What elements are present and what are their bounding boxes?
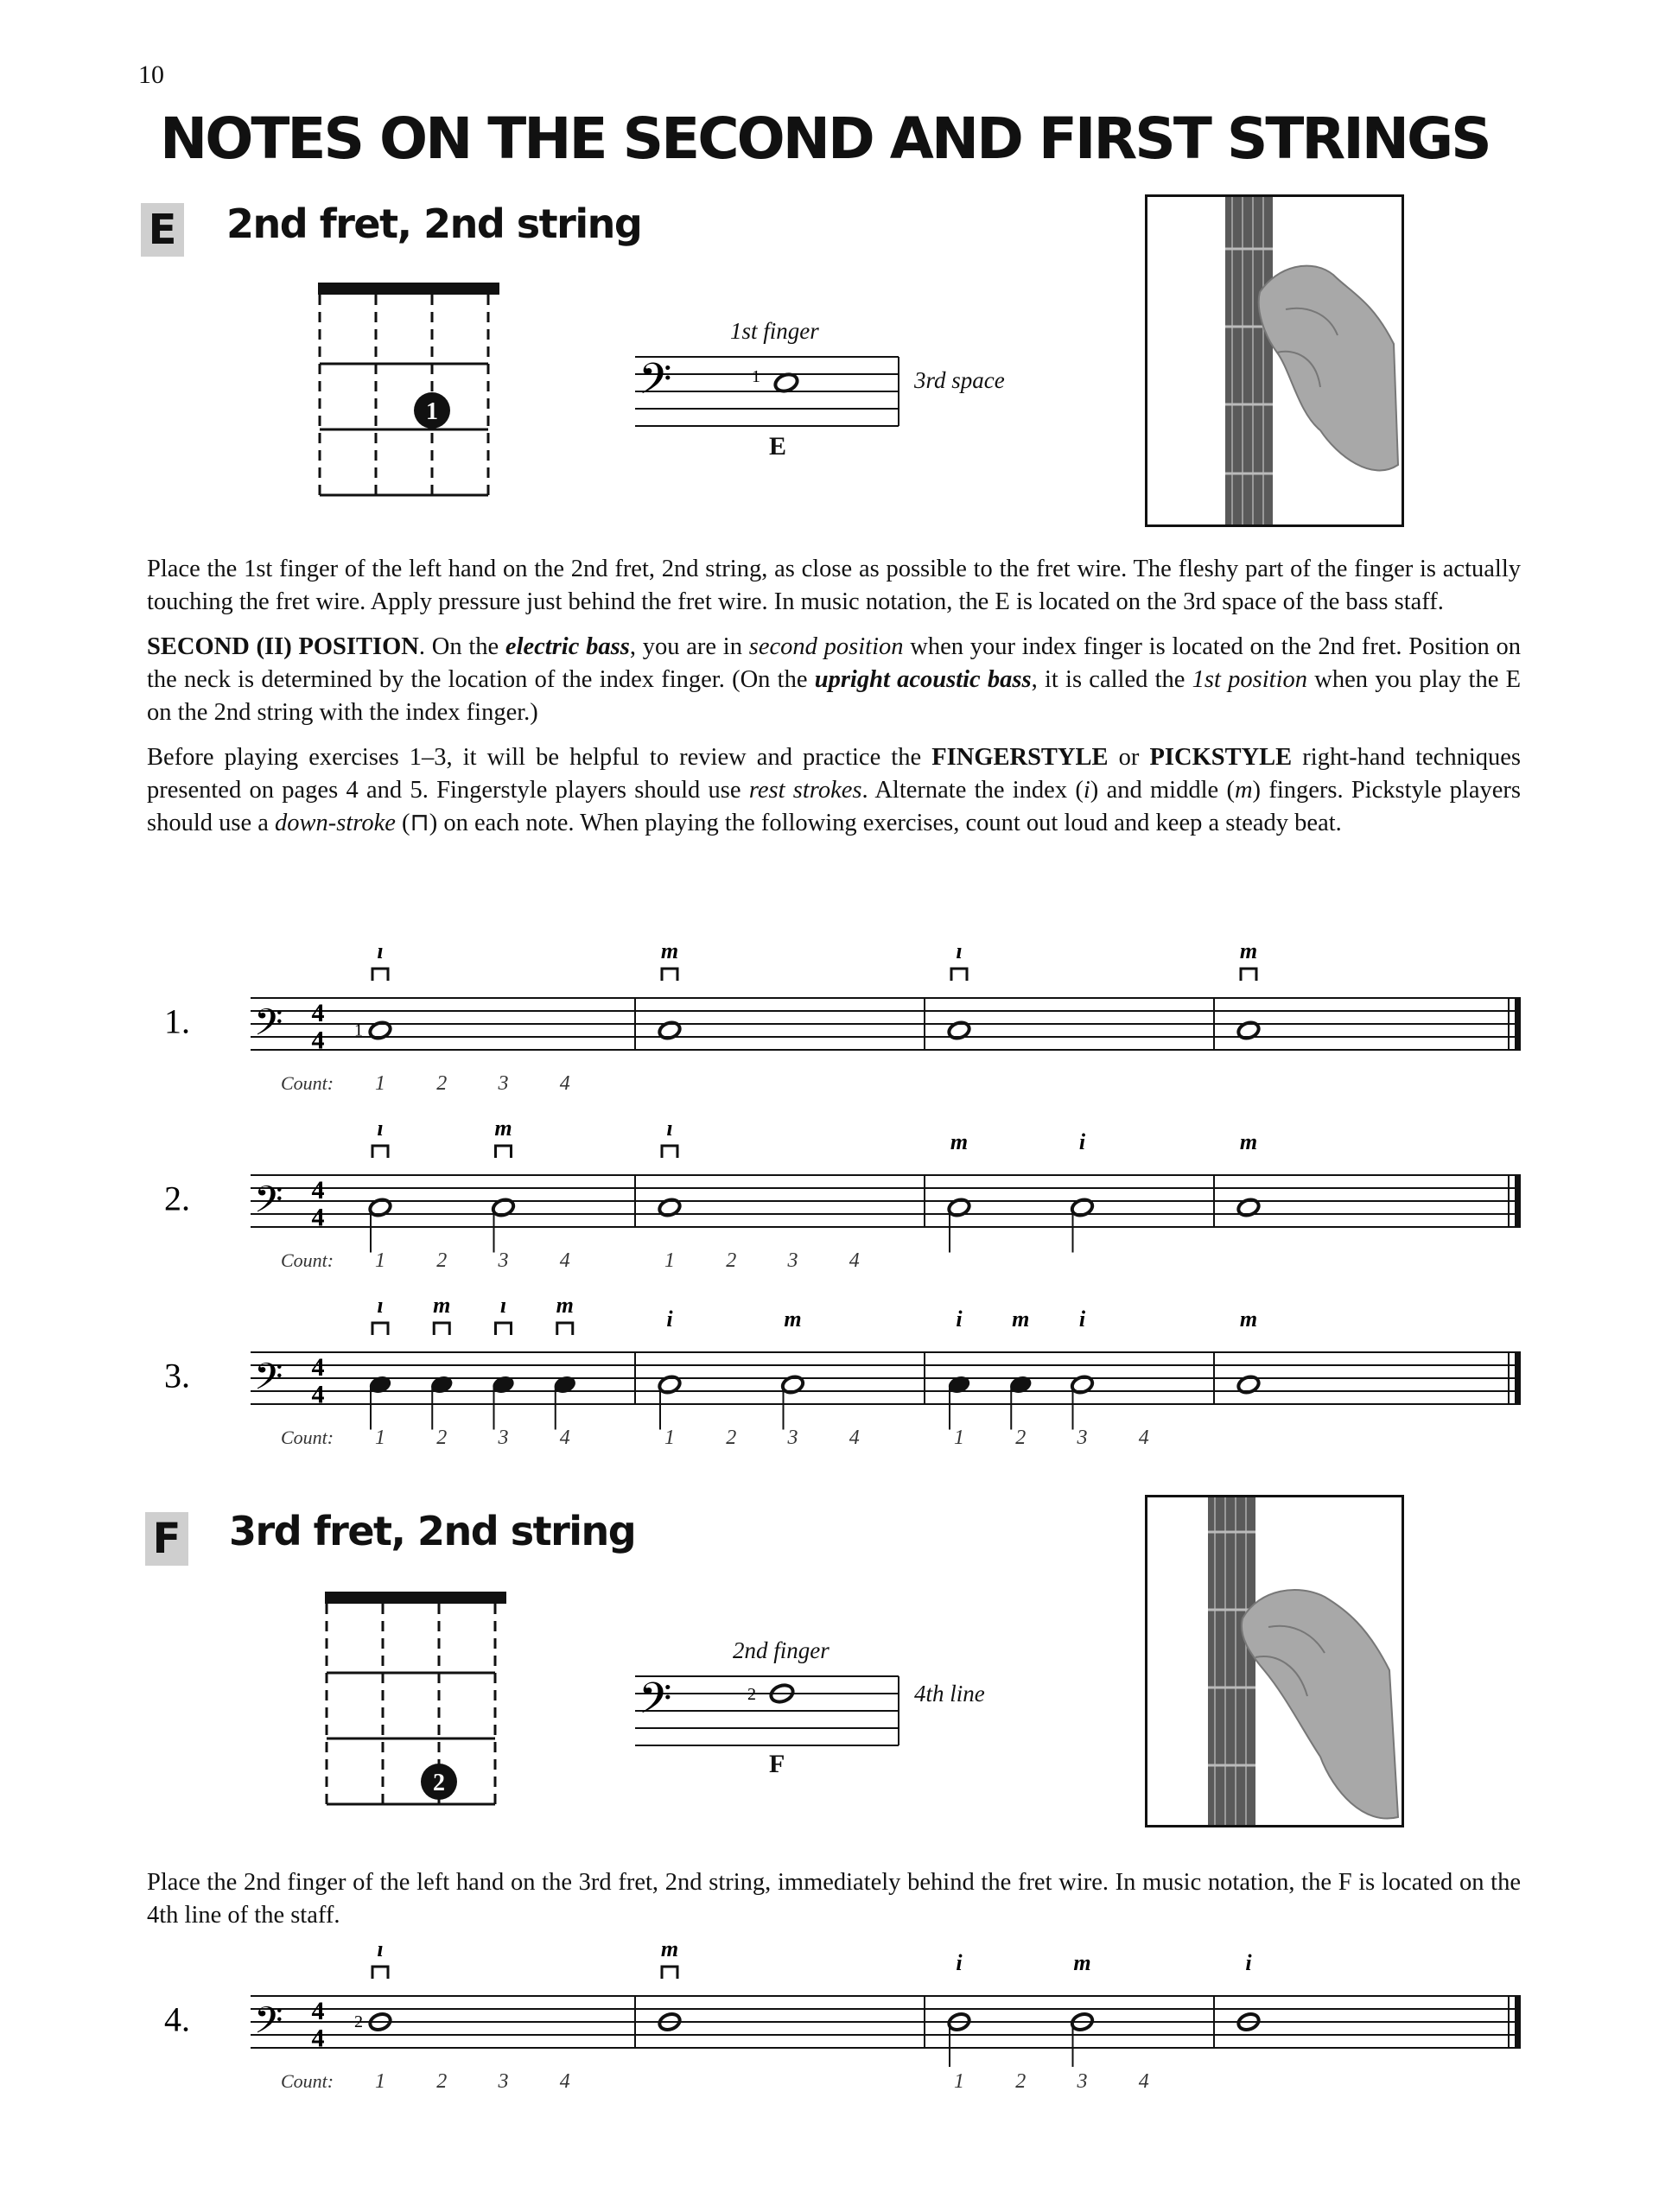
finger-number: 2 (433, 1770, 445, 1796)
count-number: 4 (1138, 2070, 1149, 2091)
bass-clef-icon: 𝄢 (254, 1180, 283, 1230)
finger-label: m (1073, 1950, 1091, 1975)
bass-clef-icon: 𝄢 (254, 2001, 283, 2050)
count-label: Count: (281, 2070, 334, 2091)
exercise-staff-2 (147, 1123, 1529, 1270)
count-number: 3 (787, 1427, 798, 1447)
count-number: 3 (787, 1249, 798, 1270)
finger-label: i (1078, 1306, 1086, 1332)
downstroke-icon: ⊓ (410, 810, 429, 836)
hand-on-fretboard-photo (1145, 1495, 1404, 1827)
count-number: 1 (375, 2070, 385, 2091)
count-number: 2 (436, 1249, 448, 1270)
count-number: 4 (559, 2070, 570, 2091)
downstroke-icon (434, 1323, 449, 1335)
finger-label: m (1239, 1129, 1258, 1154)
instruction-text (147, 553, 1521, 852)
section-heading: 2nd fret, 2nd string (226, 200, 642, 247)
count-number: 1 (954, 1427, 964, 1447)
finger-label: 2nd finger (733, 1637, 830, 1663)
finger-label: m (1239, 946, 1258, 963)
count-number: 4 (849, 1249, 860, 1270)
finger-label: i (377, 1123, 384, 1141)
finger-number: 1 (426, 398, 438, 425)
finger-label: i (666, 1123, 673, 1141)
staff-position-label: 3rd space (914, 367, 1005, 393)
exercise-block (147, 946, 1529, 1097)
downstroke-icon (557, 1323, 573, 1335)
count-number: 1 (375, 1072, 385, 1093)
finger-label: m (1239, 1306, 1258, 1332)
exercise-staff-3 (147, 1300, 1529, 1447)
note-letter-badge: E (141, 203, 184, 257)
count-number: 3 (498, 1072, 509, 1093)
finger-label: i (377, 1300, 384, 1318)
downstroke-icon (662, 1967, 677, 1979)
finger-label: m (433, 1300, 451, 1318)
finger-label: i (1078, 1129, 1086, 1154)
downstroke-icon (496, 1323, 512, 1335)
exercise-block (147, 1944, 1529, 2095)
page-title: NOTES ON THE SECOND AND FIRST STRINGS (160, 105, 1490, 172)
count-number: 1 (954, 2070, 964, 2091)
instruction-text (147, 1866, 1521, 1944)
fretboard-diagram (311, 281, 510, 501)
time-signature-top: 4 (311, 1997, 325, 2025)
count-number: 3 (498, 1427, 509, 1447)
count-label: Count: (281, 1427, 334, 1447)
final-barline-thick (1515, 1352, 1521, 1404)
exercise-staff-4 (147, 1944, 1529, 2091)
count-number: 4 (559, 1072, 570, 1093)
exercise-block (147, 1123, 1529, 1274)
downstroke-icon (372, 1146, 388, 1158)
finger-label: m (660, 1944, 679, 1961)
finger-label: m (494, 1123, 512, 1141)
exercise-number: 2. (164, 1179, 190, 1218)
finger-label: m (660, 946, 679, 963)
count-number: 2 (436, 1427, 448, 1447)
count-label: Count: (281, 1249, 334, 1270)
note-staff (626, 1669, 912, 1756)
paragraph-technique: Before playing exercises 1–3, it will be helpful to review and practice the FINGERSTYLE or PICKSTYLE right-hand techniques presented on pages 4 and 5. Fingerstyle players should use rest strokes. Alternate the index (i) and middle (m) fingers. Pickstyle players should use a down-stroke (⊓) on each note. When playing the following exercises, count out loud and keep a steady beat. (147, 744, 1521, 836)
exercise-staff-1 (147, 946, 1529, 1093)
count-number: 1 (664, 1249, 675, 1270)
finger-label: i (499, 1300, 507, 1318)
count-number: 1 (375, 1249, 385, 1270)
finger-label: i (377, 946, 384, 963)
note-name: F (769, 1750, 785, 1778)
hand-on-fretboard-photo (1145, 194, 1404, 527)
count-number: 3 (498, 2070, 509, 2091)
count-label: Count: (281, 1072, 334, 1093)
fingering-number: 1 (752, 367, 760, 386)
note-staff (626, 350, 912, 436)
finger-label: m (556, 1300, 574, 1318)
note-name: E (769, 432, 787, 461)
downstroke-icon (662, 969, 677, 981)
exercise-number: 3. (164, 1356, 190, 1395)
time-signature-bottom: 4 (311, 2024, 325, 2053)
section-heading: 3rd fret, 2nd string (229, 1508, 636, 1554)
paragraph-f-instructions: Place the 2nd finger of the left hand on the 3rd fret, 2nd string, immediately behind the fret wire. In music notation, the F is located on the 4th line of the staff. (147, 1869, 1521, 1929)
downstroke-icon (496, 1146, 512, 1158)
count-number: 2 (726, 1427, 737, 1447)
count-number: 2 (1015, 1427, 1027, 1447)
count-number: 3 (1077, 2070, 1088, 2091)
finger-label: i (666, 1306, 673, 1332)
fretboard-diagram (318, 1590, 517, 1810)
time-signature-top: 4 (311, 1176, 325, 1205)
downstroke-icon (372, 969, 388, 981)
finger-label: i (956, 946, 963, 963)
position-label: SECOND (II) POSITION (147, 633, 419, 660)
count-number: 4 (1138, 1427, 1149, 1447)
downstroke-icon (951, 969, 967, 981)
downstroke-icon (372, 1967, 388, 1979)
count-number: 2 (1015, 2070, 1027, 2091)
finger-label: m (950, 1129, 969, 1154)
bass-clef-icon: 𝄢 (639, 1675, 672, 1732)
count-number: 4 (559, 1249, 570, 1270)
finger-label: i (956, 1306, 963, 1332)
count-number: 4 (559, 1427, 570, 1447)
note-letter-badge: F (145, 1512, 188, 1566)
downstroke-icon (662, 1146, 677, 1158)
count-number: 2 (436, 1072, 448, 1093)
time-signature-top: 4 (311, 999, 325, 1027)
bass-clef-icon: 𝄢 (254, 1357, 283, 1407)
final-barline-thick (1515, 1996, 1521, 2048)
final-barline-thick (1515, 1175, 1521, 1227)
paragraph-e-instructions: Place the 1st finger of the left hand on the 2nd fret, 2nd string, as close as possible to the fret wire. The fleshy part of the finger is actually touching the fret wire. Apply pressure just behind the fret wire. In music notation, the E is located on the 3rd space of the bass staff. (147, 556, 1521, 615)
time-signature-top: 4 (311, 1353, 325, 1382)
time-signature-bottom: 4 (311, 1380, 325, 1409)
finger-label: i (956, 1950, 963, 1975)
count-number: 2 (726, 1249, 737, 1270)
finger-label: i (377, 1944, 384, 1961)
count-number: 1 (375, 1427, 385, 1447)
paragraph-position: SECOND (II) POSITION. On the electric bass, you are in second position when your index finger is located on the 2nd fret. Position on the neck is determined by the location of the index finger. (On the upright acoustic bass, it is called the 1st position when you play the E on the 2nd string with the index finger.) (147, 633, 1522, 726)
exercise-block (147, 1300, 1529, 1452)
bass-clef-icon: 𝄢 (639, 356, 672, 413)
exercise-number: 1. (164, 1001, 190, 1041)
final-barline-thick (1515, 998, 1521, 1050)
count-number: 3 (498, 1249, 509, 1270)
bass-clef-icon: 𝄢 (254, 1003, 283, 1052)
staff-position-label: 4th line (914, 1681, 985, 1707)
count-number: 3 (1077, 1427, 1088, 1447)
time-signature-bottom: 4 (311, 1026, 325, 1055)
count-number: 2 (436, 2070, 448, 2091)
fingering-number: 2 (354, 2012, 363, 2031)
exercise-number: 4. (164, 1999, 190, 2039)
count-number: 4 (849, 1427, 860, 1447)
downstroke-icon (1241, 969, 1256, 981)
finger-label: m (784, 1306, 802, 1332)
finger-label: m (1012, 1306, 1030, 1332)
page-number: 10 (138, 60, 164, 89)
fingering-number: 2 (747, 1685, 756, 1704)
count-number: 1 (664, 1427, 675, 1447)
time-signature-bottom: 4 (311, 1203, 325, 1232)
finger-label: i (1245, 1950, 1252, 1975)
downstroke-icon (372, 1323, 388, 1335)
fingering-number: 1 (354, 1020, 363, 1040)
finger-label: 1st finger (730, 318, 819, 344)
